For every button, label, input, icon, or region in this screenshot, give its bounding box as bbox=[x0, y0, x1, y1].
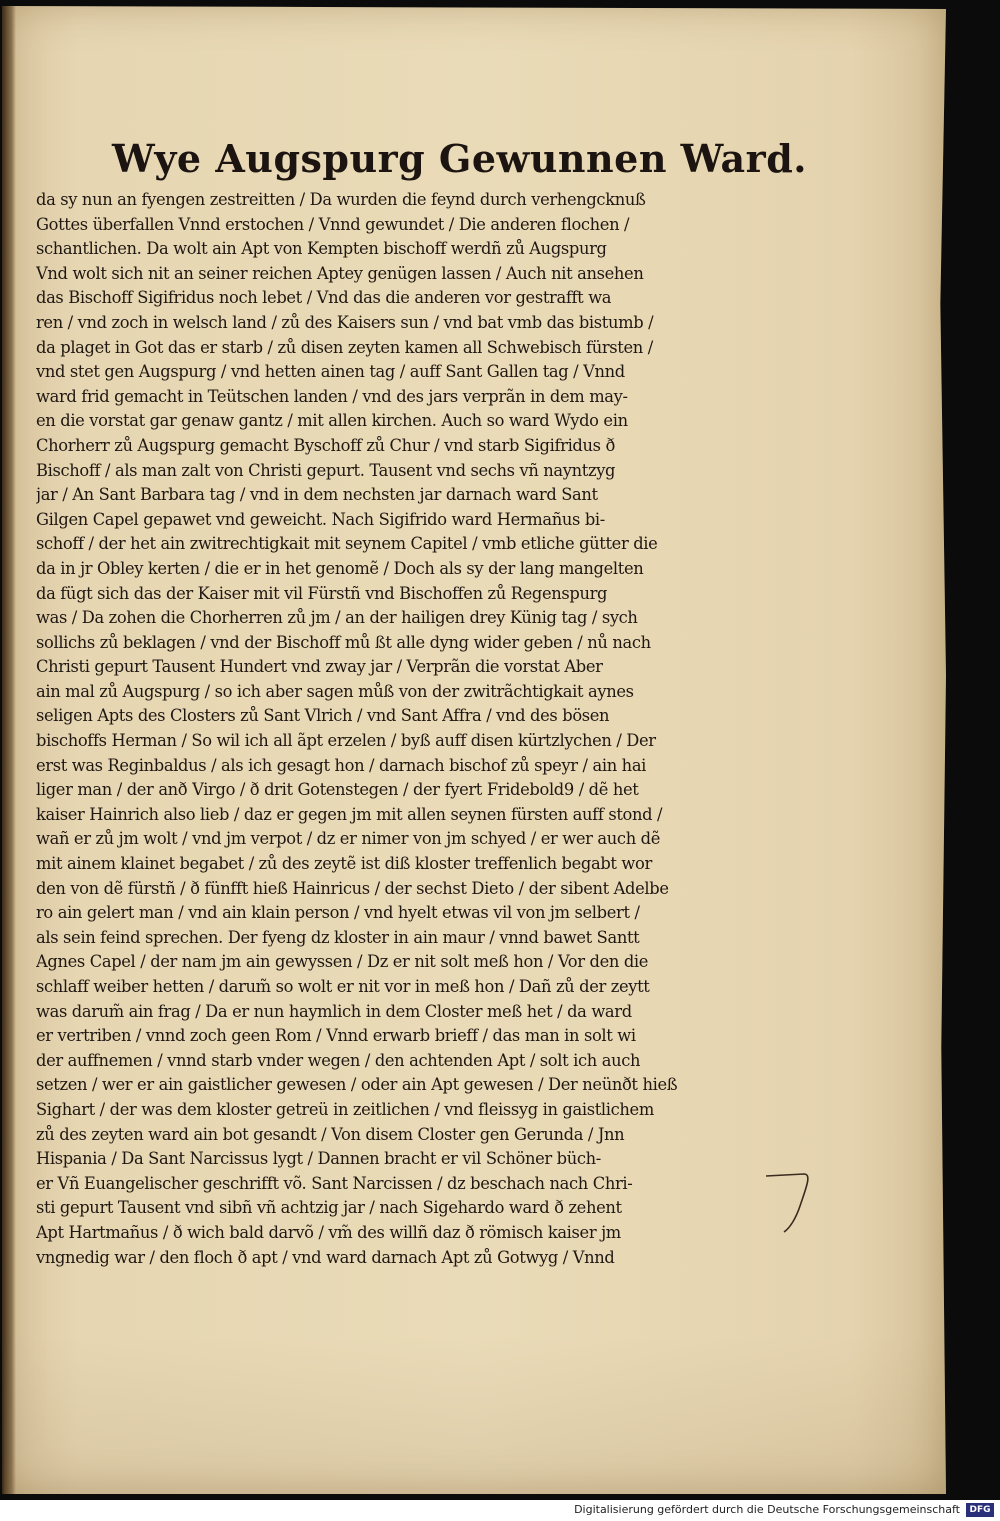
text-line: da sy nun an fyengen zestreitten / Da wurden die feynd durch verhengcknuß bbox=[36, 190, 646, 209]
text-line: er Vñ Euangelischer geschrifft võ. Sant Narcissen / dz beschach nach Chri- bbox=[36, 1173, 633, 1193]
text-line: Chorherr zů Augspurg gemacht Byschoff zů Chur / vnd starb Sigifridus ð bbox=[36, 435, 615, 455]
text-line: erst was Reginbaldus / als ich gesagt hon / darnach bischof zů speyr / ain hai bbox=[36, 755, 647, 775]
text-line: kaiser Hainrich also lieb / daz er gegen jm mit allen seynen fürsten auff stond / bbox=[36, 804, 663, 824]
text-line: das Bischoff Sigifridus noch lebet / Vnd das die anderen vor gestrafft wa bbox=[36, 288, 612, 308]
funding-credit: Digitalisierung gefördert durch die Deutsche Forschungsgemeinschaft bbox=[574, 1503, 960, 1516]
text-line: Gilgen Capel gepawet vnd geweicht. Nach Sigifrido ward Hermañus bi- bbox=[36, 509, 605, 529]
text-line: er vertriben / vnnd zoch geen Rom / Vnnd erwarb brieff / das man in solt wi bbox=[36, 1026, 636, 1046]
text-line: jar / An Sant Barbara tag / vnd in dem nechsten jar darnach ward Sant bbox=[36, 485, 598, 505]
text-line: en die vorstat gar genaw gantz / mit allen kirchen. Auch so ward Wydo ein bbox=[36, 411, 628, 431]
text-line: als sein feind sprechen. Der fyeng dz kloster in ain maur / vnnd bawet Santt bbox=[36, 927, 640, 947]
text-line: ren / vnd zoch in welsch land / zů des Kaisers sun / vnd bat vmb das bistumb / bbox=[36, 312, 654, 332]
digitization-footer bbox=[0, 1500, 1000, 1521]
text-line: Sighart / der was dem kloster getreü in zeitlichen / vnd fleissyg in gaistlichem bbox=[36, 1099, 654, 1119]
text-line: was darum̃ ain frag / Da er nun haymlich in dem Closter meß het / da ward bbox=[36, 1001, 632, 1021]
text-line: schlaff weiber hetten / darum̃ so wolt er nit vor in meß hon / Dañ zů der zeytt bbox=[36, 977, 650, 996]
text-line: was / Da zohen die Chorherren zů jm / an der hailigen drey Künig tag / sych bbox=[36, 608, 638, 628]
text-line: da in jr Obley kerten / die er in het genomẽ / Doch als sy der lang mangelten bbox=[36, 558, 644, 578]
text-line: Hispania / Da Sant Narcissus lygt / Dannen bracht er vil Schöner büch- bbox=[36, 1149, 601, 1169]
text-line: bischoffs Herman / So wil ich all ãpt erzelen / byß auff disen kürtzlychen / Der bbox=[36, 731, 656, 751]
text-line: schoff / der het ain zwitrechtigkait mit seynem Capitel / vmb etliche gütter die bbox=[36, 534, 658, 554]
text-line: Vnd wolt sich nit an seiner reichen Aptey genügen lassen / Auch nit ansehen bbox=[36, 263, 644, 283]
text-line: schantlichen. Da wolt ain Apt von Kempten bischoff werdñ zů Augspurg bbox=[36, 239, 607, 259]
text-line: setzen / wer er ain gaistlicher gewesen / oder ain Apt gewesen / Der neünðt hieß bbox=[36, 1075, 678, 1095]
text-line: vnd stet gen Augspurg / vnd hetten ainen tag / auff Sant Gallen tag / Vnnd bbox=[36, 362, 625, 382]
text-line: Christi gepurt Tausent Hundert vnd zway jar / Verprãn die vorstat Aber bbox=[36, 657, 603, 677]
text-line: ward frid gemacht in Teütschen landen / vnd des jars verprãn in dem may- bbox=[36, 386, 628, 406]
page-heading: Wye Augspurg Gewunnen Ward. bbox=[112, 136, 807, 181]
text-line: wañ er zů jm wolt / vnd jm verpot / dz er nimer von jm schyed / er wer auch dẽ bbox=[36, 829, 661, 849]
paper-tone bbox=[4, 1336, 948, 1496]
text-line: ain mal zů Augspurg / so ich aber sagen můß von der zwitrãchtigkait aynes bbox=[36, 681, 634, 701]
text-line: da plaget in Got das er starb / zů disen zeyten kamen all Schwebisch fürsten / bbox=[36, 337, 653, 357]
margin-annotation-mark bbox=[760, 1158, 820, 1238]
text-line: da fügt sich das der Kaiser mit vil Fürstñ vnd Bischoffen zů Regenspurg bbox=[36, 583, 608, 603]
text-line: zů des zeyten ward ain bot gesandt / Von disem Closter gen Gerunda / Jnn bbox=[36, 1124, 625, 1144]
binding-edge bbox=[2, 6, 16, 1494]
text-line: der auffnemen / vnnd starb vnder wegen / den achtenden Apt / solt ich auch bbox=[36, 1050, 641, 1070]
text-line: Agnes Capel / der nam jm ain gewyssen / Dz er nit solt meß hon / Vor den die bbox=[36, 952, 649, 972]
text-line: seligen Apts des Closters zů Sant Vlrich / vnd Sant Affra / vnd des bösen bbox=[36, 706, 610, 726]
text-line: vngnedig war / den floch ð apt / vnd ward darnach Apt zů Gotwyg / Vnnd bbox=[36, 1247, 615, 1267]
body-text bbox=[36, 188, 760, 1270]
text-line: Apt Hartmañus / ð wich bald darvõ / vm̃ des willñ daz ð römisch kaiser jm bbox=[36, 1222, 621, 1242]
text-line: mit ainem klainet begabet / zů des zeytẽ ist diß kloster treffenlich begabt wor bbox=[36, 854, 652, 874]
text-line: liger man / der anð Virgo / ð drit Gotenstegen / der fyert Fridebold9 / dẽ het bbox=[36, 780, 639, 800]
text-line: Bischoff / als man zalt von Christi gepurt. Tausent vnd sechs vñ nayntzyg bbox=[36, 460, 616, 480]
text-line: sti gepurt Tausent vnd sibñ vñ achtzig jar / nach Sigehardo ward ð zehent bbox=[36, 1198, 622, 1218]
dfg-logo: DFG bbox=[966, 1503, 994, 1517]
text-line: Gottes überfallen Vnnd erstochen / Vnnd gewundet / Die anderen flochen / bbox=[36, 214, 630, 234]
text-line: sollichs zů beklagen / vnd der Bischoff mů ßt alle dyng wider geben / nů nach bbox=[36, 632, 651, 652]
text-line: ro ain gelert man / vnd ain klain person / vnd hyelt etwas vil von jm selbert / bbox=[36, 903, 640, 923]
text-line: den von dẽ fürstñ / ð fünfft hieß Hainricus / der sechst Dieto / der sibent Adelbe bbox=[36, 878, 669, 898]
